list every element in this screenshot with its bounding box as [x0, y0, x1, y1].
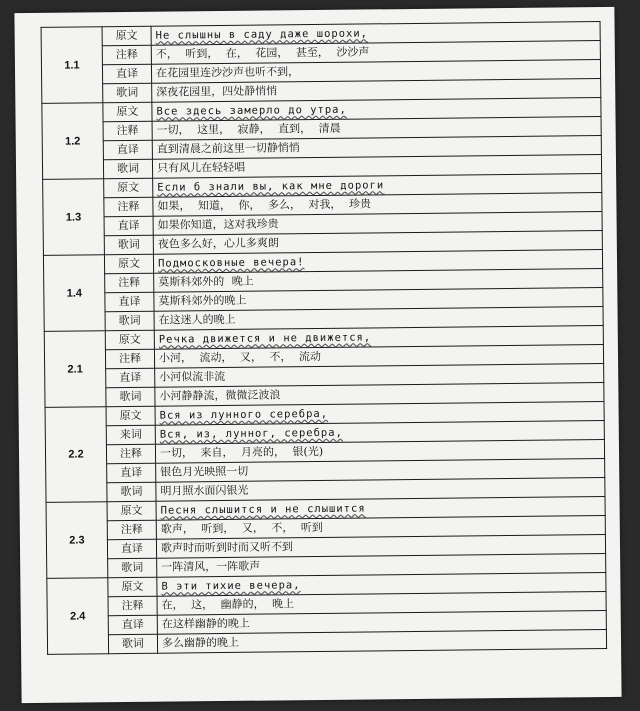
- word-gloss-text: 一切， 来自， 月亮的， 银(光): [155, 440, 604, 464]
- translation-text: 银色月光映照一切: [156, 459, 605, 483]
- word-gloss-text: 一切， 这里， 寂静， 直到， 清晨: [152, 117, 601, 141]
- entry-number: 1.2: [42, 103, 104, 180]
- row-label: 歌词: [103, 159, 152, 179]
- row-label: 直译: [103, 140, 152, 160]
- row-label: 原文: [102, 26, 151, 46]
- row-label: 直译: [106, 368, 155, 388]
- russian-original-line: В эти тихие вечера,: [161, 579, 301, 593]
- translation-text: 莫斯科郊外的晚上: [154, 288, 603, 312]
- word-gloss-text: 歌声， 听到， 又， 不， 听到: [156, 516, 605, 540]
- row-label: 歌词: [108, 558, 157, 578]
- row-label: 歌词: [108, 634, 157, 654]
- row-label: 直译: [105, 292, 154, 312]
- row-label: 原文: [108, 577, 157, 597]
- row-label: 歌词: [103, 83, 152, 103]
- row-label: 注释: [106, 444, 155, 464]
- translation-text: 直到清晨之前这里一切静悄悄: [152, 136, 601, 160]
- translation-text: 在这样幽静的晚上: [157, 610, 606, 634]
- table-body: [41, 22, 607, 655]
- word-gloss-text: 不， 听到， 在， 花园， 甚至， 沙沙声: [151, 41, 600, 65]
- entry-number: 2.3: [46, 502, 108, 579]
- translation-text: 夜色多么好，心儿多爽朗: [153, 231, 602, 255]
- entry-number: 1.1: [41, 27, 103, 104]
- row-label: 歌词: [107, 482, 156, 502]
- translation-text: 明月照水面闪银光: [156, 478, 605, 502]
- row-label: 原文: [104, 178, 153, 198]
- row-label: 注释: [105, 273, 154, 293]
- translation-text: 歌声时而听到时而又听不到: [156, 535, 605, 559]
- row-label: 原文: [103, 102, 152, 122]
- translation-text: 深夜花园里，四处静悄悄: [152, 79, 601, 103]
- russian-original-line: Если б знали вы, как мне дороги: [157, 179, 385, 194]
- entry-number: 2.2: [45, 407, 107, 503]
- row-label: 直译: [108, 615, 157, 635]
- row-label: 原文: [106, 406, 155, 426]
- document-page: [14, 7, 621, 703]
- row-label: 注释: [104, 197, 153, 217]
- word-gloss-text: 如果， 知道， 你， 多么， 对我， 珍贵: [153, 193, 602, 217]
- row-label: 直译: [102, 64, 151, 84]
- entry-number: 1.3: [43, 179, 105, 256]
- translation-text: 一阵清风，一阵歌声: [157, 553, 606, 577]
- russian-original-line: Вся из лунного серебра,: [159, 407, 329, 422]
- row-label: 原文: [107, 501, 156, 521]
- translation-text: 小河似流非流: [155, 364, 604, 388]
- russian-original-line: Не слышны в саду даже шорохи,: [155, 27, 369, 42]
- entry-number: 2.1: [44, 331, 106, 408]
- translation-text: 只有风儿在轻轻唱: [152, 155, 601, 179]
- translation-text: 如果你知道，这对我珍贵: [153, 212, 602, 236]
- row-label: 注释: [103, 121, 152, 141]
- word-gloss-text: 在， 这， 幽静的， 晚上: [157, 591, 606, 615]
- entry-number: 1.4: [43, 255, 105, 332]
- row-label: 直译: [107, 463, 156, 483]
- row-label: 注释: [107, 520, 156, 540]
- entry-number: 2.4: [47, 578, 109, 655]
- row-label: 来词: [106, 425, 155, 445]
- translation-text: 小河静静流，微微泛波浪: [155, 383, 604, 407]
- russian-original-line: Подмосковные вечера!: [157, 256, 305, 270]
- row-label: 注释: [102, 45, 151, 65]
- row-label: 注释: [108, 596, 157, 616]
- translation-text: 在这迷人的晚上: [154, 307, 603, 331]
- row-label: 直译: [104, 216, 153, 236]
- russian-original-line: Песня слышится и не слышится: [160, 502, 366, 517]
- translation-text: 在花园里连沙沙声也听不到，: [151, 60, 600, 84]
- row-label: 原文: [104, 254, 153, 274]
- row-label: 歌词: [106, 387, 155, 407]
- word-gloss-text: 莫斯科郊外的 晚上: [154, 269, 603, 293]
- russian-original-line: Вся, из, лунног, серебра,: [159, 426, 343, 441]
- row-label: 原文: [105, 330, 154, 350]
- word-gloss-text: 小河， 流动， 又， 不， 流动: [154, 345, 603, 369]
- row-label: 注释: [105, 349, 154, 369]
- russian-original-line: Все здесь замерло до утра,: [156, 103, 347, 118]
- russian-original-line: Речка движется и не движется,: [158, 331, 372, 346]
- translation-text: 多么幽静的晚上: [157, 629, 606, 653]
- row-label: 歌词: [104, 235, 153, 255]
- lyrics-translation-table: [41, 21, 608, 655]
- row-label: 直译: [107, 539, 156, 559]
- row-label: 歌词: [105, 311, 154, 331]
